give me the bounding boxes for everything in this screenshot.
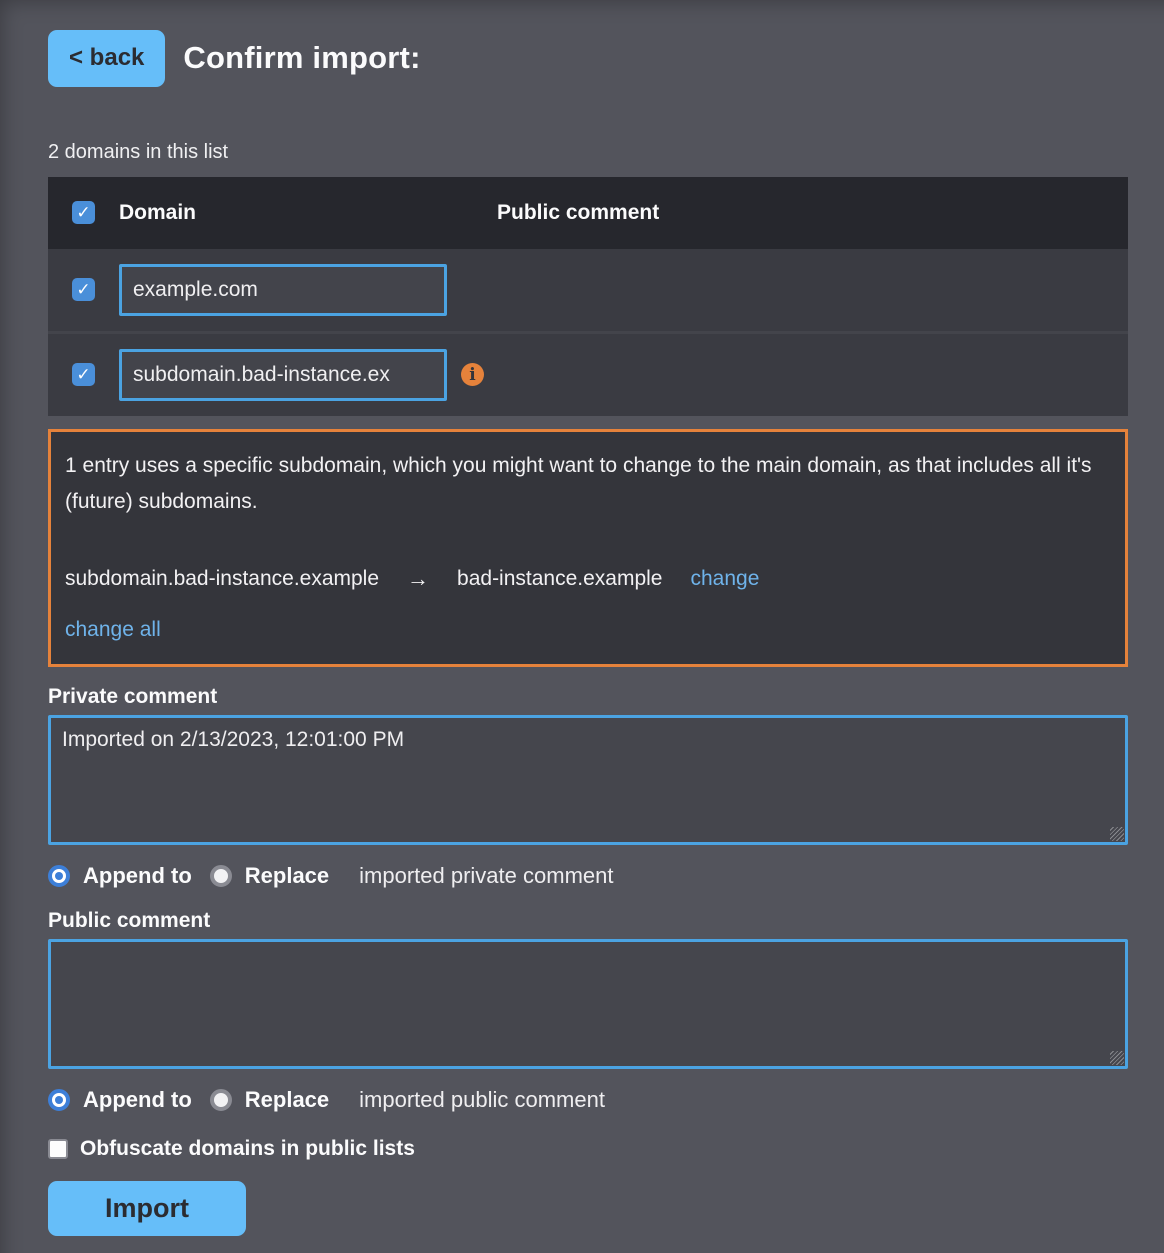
public-comment-column-header: Public comment	[497, 200, 660, 224]
table-row	[48, 249, 1128, 331]
obfuscate-row	[48, 1137, 1128, 1161]
domain-input[interactable]	[119, 264, 447, 316]
row-checkbox-cell	[48, 363, 119, 386]
domain-column-header: Domain	[119, 200, 197, 224]
arrow-right-icon: →	[407, 565, 430, 591]
import-button[interactable]: Import	[48, 1181, 246, 1236]
warning-message: 1 entry uses a specific subdomain, which you might want to change to the main domain, as that includes all it's (future) subdomains.	[65, 453, 1092, 513]
replace-public-radio[interactable]	[210, 1089, 232, 1111]
select-all-cell	[48, 201, 119, 224]
private-comment-wrap	[48, 715, 1128, 845]
public-mode-suffix: imported public comment	[359, 1086, 605, 1112]
public-comment-textarea[interactable]	[48, 939, 1128, 1069]
check-icon: ✓	[76, 364, 91, 384]
private-comment-mode-row	[48, 863, 1128, 889]
page-header	[48, 30, 1128, 87]
append-private-label[interactable]: Append to	[83, 862, 192, 888]
domain-count-text: 2 domains in this list	[48, 140, 229, 163]
back-button[interactable]: < back	[48, 30, 165, 87]
row-checkbox[interactable]	[72, 278, 95, 301]
subdomain-warning-box	[48, 429, 1128, 667]
select-all-checkbox[interactable]	[72, 201, 95, 224]
domain-cell	[119, 264, 497, 316]
mapping-to-domain: bad-instance.example	[457, 566, 663, 590]
public-comment-mode-row	[48, 1087, 1128, 1113]
mapping-from-domain: subdomain.bad-instance.example	[65, 566, 380, 590]
page-title: Confirm import:	[183, 40, 421, 76]
change-link[interactable]: change	[690, 566, 760, 590]
table-row	[48, 331, 1128, 416]
row-checkbox[interactable]	[72, 363, 95, 386]
domain-cell	[119, 349, 484, 401]
private-comment-textarea[interactable]	[48, 715, 1128, 845]
obfuscate-checkbox[interactable]	[48, 1139, 68, 1159]
public-comment-wrap	[48, 939, 1128, 1069]
append-public-label[interactable]: Append to	[83, 1086, 192, 1112]
public-comment-label: Public comment	[48, 908, 211, 932]
check-icon: ✓	[76, 279, 91, 299]
append-private-radio[interactable]	[48, 865, 70, 887]
private-mode-suffix: imported private comment	[359, 862, 614, 888]
append-public-radio[interactable]	[48, 1089, 70, 1111]
check-icon: ✓	[76, 202, 91, 222]
domain-mapping-row	[65, 566, 1111, 592]
private-comment-label: Private comment	[48, 684, 218, 708]
change-all-link[interactable]: change all	[65, 617, 161, 641]
replace-public-label[interactable]: Replace	[244, 1086, 330, 1112]
replace-private-label[interactable]: Replace	[244, 862, 330, 888]
domain-table	[48, 177, 1128, 416]
row-checkbox-cell	[48, 278, 119, 301]
domain-input[interactable]	[119, 349, 447, 401]
replace-private-radio[interactable]	[210, 865, 232, 887]
info-icon[interactable]: i	[461, 363, 484, 386]
obfuscate-label[interactable]: Obfuscate domains in public lists	[80, 1136, 415, 1160]
table-header-row	[48, 177, 1128, 249]
